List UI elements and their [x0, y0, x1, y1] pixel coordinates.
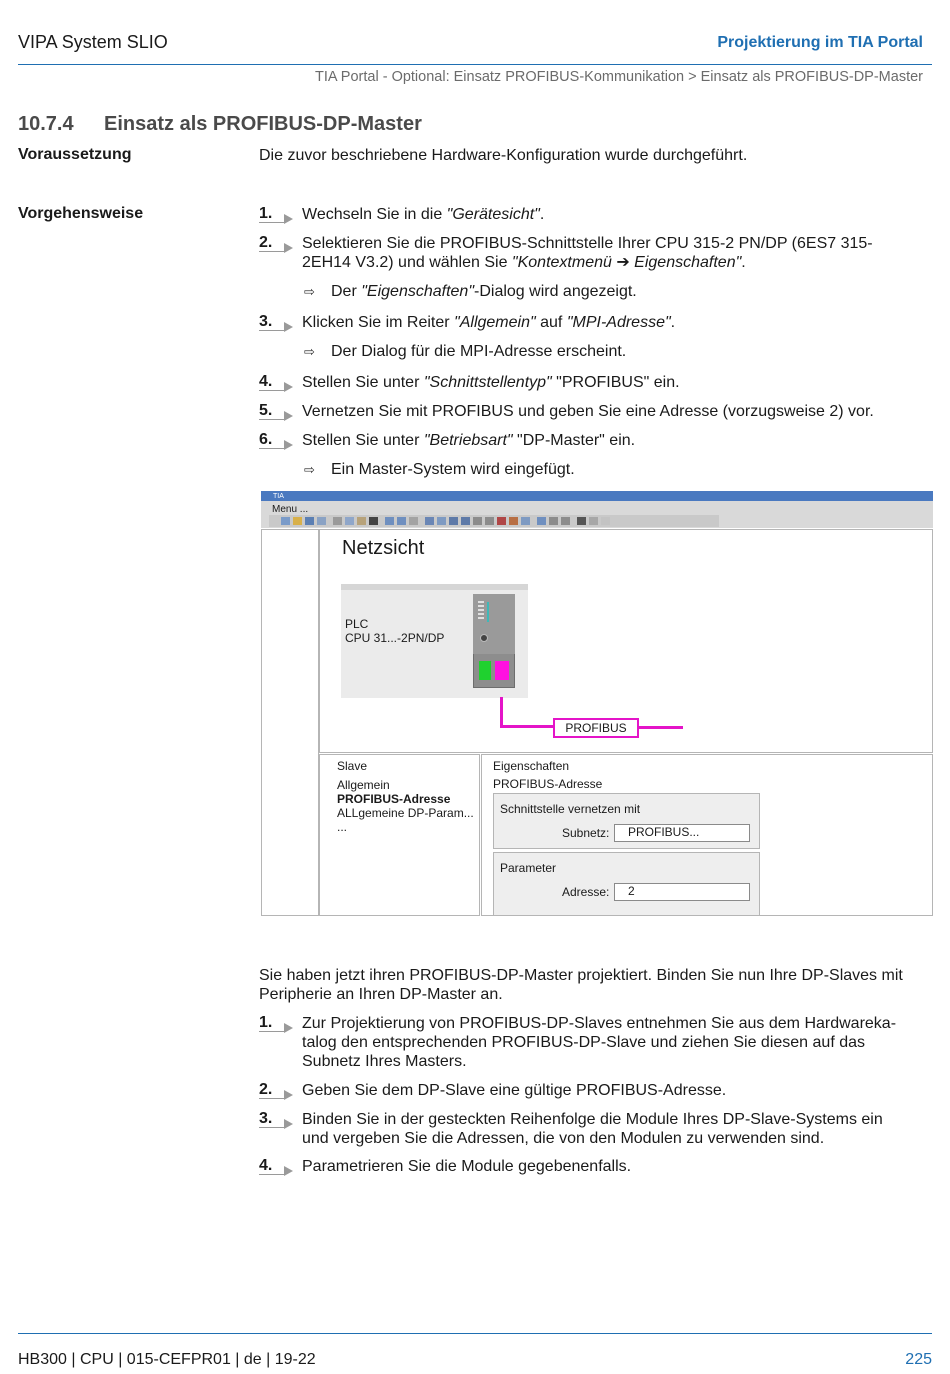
step-arrow-icon: [284, 322, 293, 332]
profinet-port-icon[interactable]: [479, 661, 491, 680]
network-group-title: Schnittstelle vernetzen mit: [500, 802, 641, 816]
cpu-slot-icon: [480, 634, 488, 642]
address-label: Adresse:: [562, 885, 610, 899]
step-number: 5.: [259, 402, 295, 421]
step-text: Parametrieren Sie die Module gegebenenfalls.: [302, 1158, 632, 1175]
cpu-module-front: [473, 594, 515, 654]
status-led-icon: [478, 617, 484, 619]
slave-panel-title: Slave: [337, 759, 368, 773]
section-title: Einsatz als PROFIBUS-DP-Master: [104, 113, 422, 135]
go-offline-icon[interactable]: [461, 517, 470, 525]
nav-item-more[interactable]: ...: [337, 820, 348, 834]
status-led-icon: [478, 601, 484, 603]
print-icon[interactable]: [317, 517, 326, 525]
step-number: 1.: [259, 205, 295, 224]
profibus-network-label[interactable]: PROFIBUS: [553, 718, 639, 738]
properties-title: Eigenschaften: [493, 759, 570, 773]
section-heading: [18, 113, 422, 136]
step-arrow-icon: [284, 440, 293, 450]
profibus-connector: [500, 725, 554, 728]
footer-document-id: HB300 | CPU | 015-CEFPR01 | de | 19-22: [18, 1351, 316, 1368]
section-number: 10.7.4: [18, 113, 74, 135]
subnet-label: Subnetz:: [562, 826, 610, 840]
step-number: 1.: [259, 1014, 295, 1033]
step-arrow-icon: [284, 411, 293, 421]
header-product: VIPA System SLIO: [18, 32, 168, 52]
nav-item-profibus-address[interactable]: PROFIBUS-Adresse: [337, 792, 451, 806]
search-icon[interactable]: [589, 517, 598, 525]
cpu-indicator: [487, 602, 489, 622]
step-number: 3.: [259, 313, 295, 332]
status-led-icon: [478, 609, 484, 611]
procedure-label: Vorgehensweise: [18, 205, 144, 222]
step-text: Stellen Sie unter "Schnittstellentyp" "PROFIBUS" ein.: [302, 374, 680, 391]
header-divider: [18, 64, 932, 65]
step-arrow-icon: [284, 1166, 293, 1176]
download-icon[interactable]: [425, 517, 434, 525]
copy-icon[interactable]: [345, 517, 354, 525]
step-number: 4.: [259, 1157, 295, 1176]
compile-icon[interactable]: [409, 517, 418, 525]
page-number: 225: [905, 1351, 932, 1368]
step-text: Klicken Sie im Reiter "Allgemein" auf "MPI-Adresse".: [302, 314, 676, 331]
profibus-connector: [500, 697, 503, 727]
address-field[interactable]: 2: [614, 883, 750, 901]
tia-screenshot: [261, 491, 933, 916]
redo-icon[interactable]: [397, 517, 406, 525]
nav-item-dp-params[interactable]: ALLgemeine DP-Param...: [337, 806, 474, 820]
app-title: TIA: [273, 493, 284, 500]
go-online-icon[interactable]: [449, 517, 458, 525]
footer-divider: [18, 1333, 932, 1334]
title-bar: [261, 491, 933, 501]
subnet-field[interactable]: PROFIBUS...: [614, 824, 750, 842]
start-cpu-icon[interactable]: [485, 517, 494, 525]
accessible-devices-icon[interactable]: [473, 517, 482, 525]
step-arrow-icon: [284, 1023, 293, 1033]
split-editor-icon[interactable]: [521, 517, 530, 525]
upload-icon[interactable]: [437, 517, 446, 525]
step-arrow-icon: [284, 1119, 293, 1129]
result-arrow-icon: ⇨: [304, 284, 315, 299]
header-chapter: Projektierung im TIA Portal: [717, 34, 923, 51]
stop-cpu-icon[interactable]: [497, 517, 506, 525]
result-arrow-icon: ⇨: [304, 462, 315, 477]
step-text: Selektieren Sie die PROFIBUS-Schnittstelle Ihrer CPU 315-2 PN/DP (6ES7 315-2EH14 V3.2) und wählen Sie "Kontextmenü ➔ Eigenschaften".: [302, 235, 873, 271]
step-text: Geben Sie dem DP-Slave eine gültige PROFIBUS-Adresse.: [302, 1082, 727, 1099]
step-number: 4.: [259, 373, 295, 392]
plc-label: PLC CPU 31...-2PN/DP: [345, 617, 445, 645]
step-text: Zur Projektierung von PROFIBUS-DP-Slaves entnehmen Sie aus dem Hardwareka- talog den entsprechenden PROFIBUS-DP-Slave und ziehen Sie diesen auf das Subnetz Ihres Masters.: [302, 1015, 897, 1070]
parameter-group-title: Parameter: [500, 861, 557, 875]
window-cascade-icon[interactable]: [549, 517, 558, 525]
step-text: Vernetzen Sie mit PROFIBUS und geben Sie eine Adresse (vorzugsweise 2) vor.: [302, 403, 874, 420]
cut-icon[interactable]: [333, 517, 342, 525]
step-number: 2.: [259, 234, 295, 253]
window-max-icon[interactable]: [561, 517, 570, 525]
status-led-icon: [478, 613, 484, 615]
requirement-text: Die zuvor beschriebene Hardware-Konfiguration wurde durchgeführt.: [259, 147, 748, 164]
step-number: 3.: [259, 1110, 295, 1129]
result-arrow-icon: ⇨: [304, 344, 315, 359]
breadcrumb: TIA Portal - Optional: Einsatz PROFIBUS-Kommunikation > Einsatz als PROFIBUS-DP-Master: [315, 69, 923, 85]
status-led-icon: [478, 605, 484, 607]
step-arrow-icon: [284, 243, 293, 253]
view-title: Netzsicht: [342, 537, 425, 559]
step-number: 6.: [259, 431, 295, 450]
new-project-icon[interactable]: [281, 517, 290, 525]
menu-bar[interactable]: Menu ...: [272, 504, 309, 515]
step-text: Wechseln Sie in die "Gerätesicht".: [302, 206, 545, 223]
paste-icon[interactable]: [357, 517, 366, 525]
delete-icon[interactable]: [369, 517, 378, 525]
properties-subtitle: PROFIBUS-Adresse: [493, 777, 603, 791]
step-arrow-icon: [284, 382, 293, 392]
window-tile-icon[interactable]: [537, 517, 546, 525]
help-icon[interactable]: [601, 517, 610, 525]
step-number: 2.: [259, 1081, 295, 1100]
step-text: Binden Sie in der gesteckten Reihenfolge die Module Ihres DP-Slave-Systems ein und vergeben Sie die Adressen, die von den Modulen zu verwenden sind.: [302, 1111, 883, 1147]
close-icon[interactable]: [577, 517, 586, 525]
step-arrow-icon: [284, 1090, 293, 1100]
cross-reference-icon[interactable]: [509, 517, 518, 525]
nav-item-allgemein[interactable]: Allgemein: [337, 778, 390, 792]
project-tree-pane: [261, 529, 319, 916]
requirement-label: Voraussetzung: [18, 146, 132, 163]
step-arrow-icon: [284, 214, 293, 224]
profibus-port-icon[interactable]: [495, 661, 509, 680]
undo-icon[interactable]: [385, 517, 394, 525]
followup-intro: Sie haben jetzt ihren PROFIBUS-DP-Master projektiert. Binden Sie nun Ihre DP-Slaves mit Peripherie an Ihren DP-Master an.: [259, 967, 903, 1003]
save-icon[interactable]: [305, 517, 314, 525]
step-text: Stellen Sie unter "Betriebsart" "DP-Master" ein.: [302, 432, 636, 449]
profibus-connector: [638, 726, 683, 729]
open-project-icon[interactable]: [293, 517, 302, 525]
